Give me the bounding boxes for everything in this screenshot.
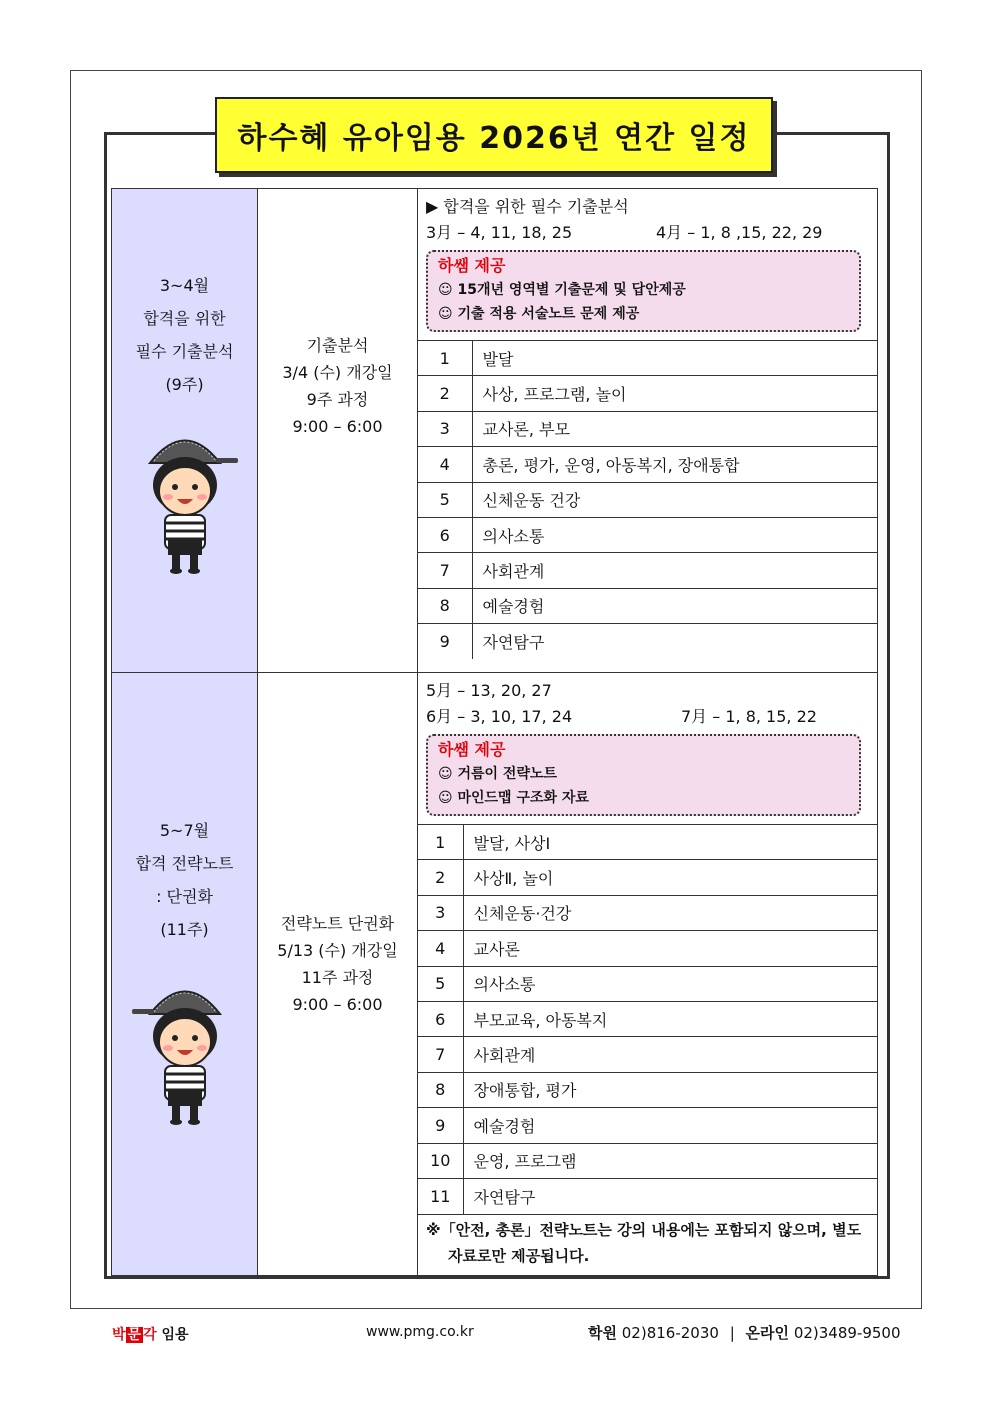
topic-row (418, 553, 877, 588)
contact-info (588, 1322, 901, 1343)
july-dates: 7月 – 1, 8, 15, 22 (681, 707, 817, 726)
topic-number: 3 (418, 895, 463, 930)
period-text: 3~4월 합격을 위한 필수 기출분석 (9주) (135, 275, 234, 394)
topic-name: 예술경험 (463, 1108, 877, 1143)
topic-name: 의사소통 (463, 966, 877, 1001)
topic-number: 3 (418, 411, 472, 446)
topic-name: 장애통합, 평가 (463, 1072, 877, 1107)
provided-materials-box (426, 734, 861, 816)
topic-row (418, 966, 877, 1001)
academy-label: 학원 (588, 1324, 617, 1342)
provided-item: ☺ 기출 적용 서술노트 문제 제공 (438, 306, 640, 322)
topic-row (418, 860, 877, 895)
website-url: www.pmg.co.kr (366, 1324, 474, 1340)
topic-name: 부모교육, 아동복지 (463, 1001, 877, 1036)
topic-number: 2 (418, 376, 472, 411)
topic-number: 9 (418, 624, 472, 659)
publisher-logo: 박 문 각 임용 (112, 1327, 189, 1343)
online-phone: 02)3489-9500 (793, 1324, 901, 1342)
topic-row (418, 376, 877, 411)
topic-row (418, 1178, 877, 1213)
topic-row (418, 447, 877, 482)
topic-row (418, 1143, 877, 1178)
schedule-detail-2 (418, 673, 878, 1276)
topic-name: 총론, 평가, 운영, 아동복지, 장애통합 (472, 447, 877, 482)
may-dates: 5月 – 13, 20, 27 (426, 681, 552, 700)
topic-row (418, 588, 877, 623)
topic-row (418, 341, 877, 376)
topic-number: 6 (418, 1001, 463, 1036)
topic-number: 10 (418, 1143, 463, 1178)
footnote: ※「안전, 총론」전략노트는 강의 내용에는 포함되지 않으며, 별도 자료로만 제공됩니다. (418, 1214, 877, 1275)
schedule-block-2 (111, 672, 878, 1276)
march-dates: 3月 – 4, 11, 18, 25 (426, 223, 573, 242)
schedule-detail-1 (418, 189, 878, 673)
topic-number: 4 (418, 931, 463, 966)
topic-number: 1 (418, 341, 472, 376)
topic-table-1 (418, 340, 877, 659)
section-heading: ▶ 합격을 위한 필수 기출분석 (426, 197, 629, 216)
course-text: 전략노트 단권화 5/13 (수) 개강일 11주 과정 9:00 – 6:00 (277, 913, 398, 1014)
topic-number: 6 (418, 517, 472, 552)
topic-name: 사상, 프로그램, 놀이 (472, 376, 877, 411)
schedule-info (418, 189, 877, 340)
topic-row (418, 1037, 877, 1072)
period-text: 5~7월 합격 전략노트 : 단권화 (11주) (135, 820, 234, 939)
topic-row (418, 517, 877, 552)
topic-number: 7 (418, 553, 472, 588)
topic-number: 2 (418, 860, 463, 895)
topic-name: 신체운동 건강 (472, 482, 877, 517)
topic-row (418, 1108, 877, 1143)
date-line (426, 704, 869, 730)
topic-name: 사상Ⅱ, 놀이 (463, 860, 877, 895)
provided-title: 하쌤 제공 (438, 256, 506, 275)
schedule-block-1 (111, 188, 878, 673)
page-title: 하수혜 유아임용 2026년 연간 일정 (215, 97, 773, 173)
topic-row (418, 411, 877, 446)
page-footer (0, 1322, 992, 1346)
topic-name: 발달, 사상Ⅰ (463, 825, 877, 860)
topic-row (418, 895, 877, 930)
provided-item: ☺ 거름이 전략노트 (438, 766, 558, 782)
topic-number: 5 (418, 966, 463, 1001)
topic-row (418, 931, 877, 966)
topic-name: 사회관계 (472, 553, 877, 588)
topic-name: 신체운동·건강 (463, 895, 877, 930)
provided-title: 하쌤 제공 (438, 740, 506, 759)
chef-character-illustration (130, 974, 240, 1134)
topic-name: 예술경험 (472, 588, 877, 623)
topic-row (418, 825, 877, 860)
topic-number: 8 (418, 1072, 463, 1107)
schedule-info (418, 673, 877, 824)
provided-item: ☺ 마인드맵 구조화 자료 (438, 790, 589, 806)
topic-number: 1 (418, 825, 463, 860)
academy-phone: 02)816-2030 (621, 1324, 719, 1342)
topic-name: 자연탐구 (472, 624, 877, 659)
june-dates: 6月 – 3, 10, 17, 24 (426, 707, 573, 726)
topic-number: 4 (418, 447, 472, 482)
topic-row (418, 1001, 877, 1036)
course-cell-1 (258, 189, 418, 673)
topic-number: 11 (418, 1178, 463, 1213)
topic-name: 교사론 (463, 931, 877, 966)
provided-item: ☺ 15개년 영역별 기출문제 및 답안제공 (438, 282, 686, 298)
topic-number: 7 (418, 1037, 463, 1072)
period-cell-1 (112, 189, 258, 673)
topic-row (418, 1072, 877, 1107)
topic-row (418, 624, 877, 659)
topic-name: 의사소통 (472, 517, 877, 552)
april-dates: 4月 – 1, 8 ,15, 22, 29 (656, 223, 823, 242)
date-line (426, 220, 869, 246)
online-label: 온라인 (745, 1324, 790, 1342)
period-cell-2 (112, 673, 258, 1276)
topic-name: 발달 (472, 341, 877, 376)
provided-materials-box (426, 250, 861, 332)
topic-number: 8 (418, 588, 472, 623)
topic-number: 9 (418, 1108, 463, 1143)
topic-name: 교사론, 부모 (472, 411, 877, 446)
topic-name: 운영, 프로그램 (463, 1143, 877, 1178)
topic-row (418, 482, 877, 517)
separator: | (729, 1324, 735, 1342)
topic-table-2 (418, 824, 877, 1214)
topic-name: 사회관계 (463, 1037, 877, 1072)
course-text: 기출분석 3/4 (수) 개강일 9주 과정 9:00 – 6:00 (282, 335, 393, 436)
course-cell-2 (258, 673, 418, 1276)
chef-character-illustration (130, 423, 240, 583)
topic-name: 자연탐구 (463, 1178, 877, 1213)
topic-number: 5 (418, 482, 472, 517)
